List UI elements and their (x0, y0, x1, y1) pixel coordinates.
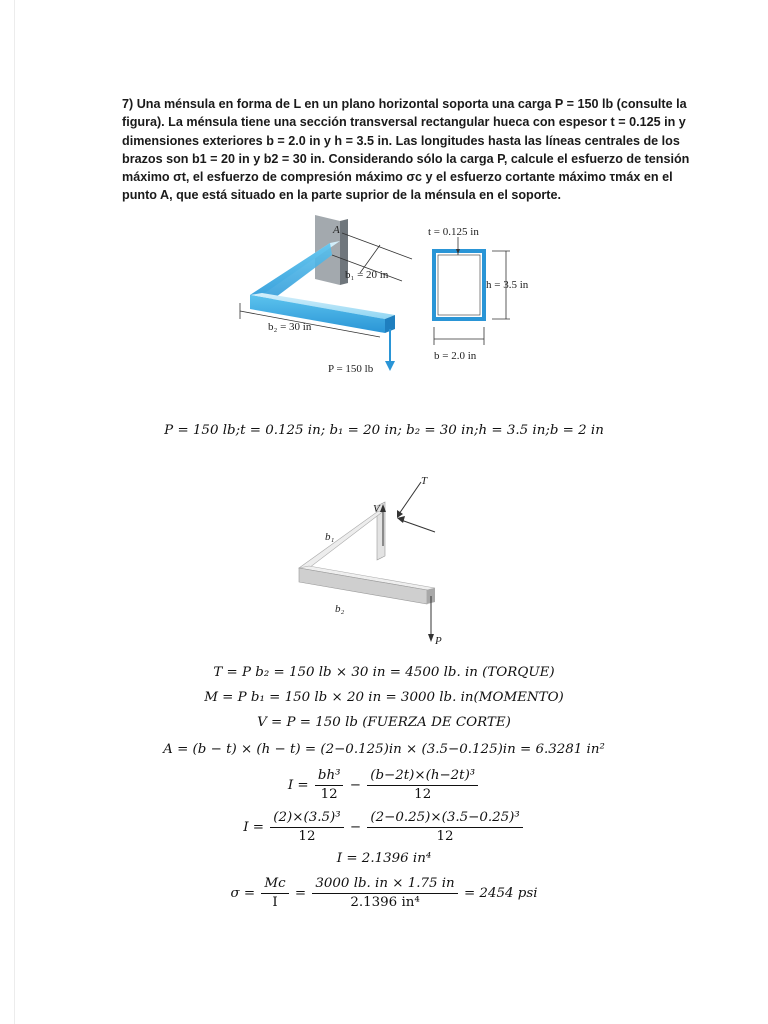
fraction-numerator: (2−0.25)×(3.5−0.25)³ (367, 810, 522, 828)
torque-equation: T = P b₂ = 150 lb × 30 in = 4500 lb. in (TORQUE) (213, 665, 555, 680)
fraction (367, 810, 522, 845)
label-fbd-V: V (373, 503, 380, 515)
fraction-denominator: 12 (436, 829, 454, 844)
fraction-numerator: (b−2t)×(h−2t)³ (367, 768, 478, 786)
inertia-sub-lhs: I = (243, 820, 265, 835)
free-body-figure (285, 472, 465, 652)
shear-equation: V = P = 150 lb (FUERZA DE CORTE) (257, 715, 511, 730)
problem-line: 7) Una ménsula en forma de L en un plano horizontal soporta una carga P = 150 lb (consulte la (122, 97, 687, 111)
problem-statement (122, 95, 690, 205)
problem-line: figura). La ménsula tiene una sección transversal rectangular hueca con espesor t = 0.125 in y (122, 115, 686, 130)
bracket-figure (220, 215, 540, 385)
fraction-numerator: bh³ (315, 768, 344, 786)
minus-sign: − (349, 778, 361, 793)
problem-line: máximo σt, el esfuerzo de compresión máximo σc y el esfuerzo cortante máximo τmáx en el (122, 170, 673, 185)
fraction-denominator: 12 (414, 787, 432, 802)
area-equation: A = (b − t) × (h − t) = (2−0.125)in × (3.5−0.125)in = 6.3281 in² (163, 742, 605, 757)
cross-section (434, 237, 510, 345)
fraction (367, 768, 478, 803)
problem-line: dimensiones exteriores b = 2.0 in y h = 3.5 in. Las longitudes hasta las líneas centrales de los (122, 133, 680, 148)
stress-lhs: σ = (230, 886, 256, 901)
minus-sign: − (349, 820, 362, 835)
fraction (312, 876, 457, 911)
inertia-formula-lhs: I = (287, 778, 309, 793)
fraction-denominator: 2.1396 in⁴ (350, 895, 420, 910)
inertia-formula (0, 768, 768, 803)
given-values: P = 150 lb;t = 0.125 in; b₁ = 20 in; b₂ = 30 in;h = 3.5 in;b = 2 in (164, 423, 604, 438)
load-arrow (385, 329, 395, 371)
label-fbd-b2: b₂ (335, 603, 345, 615)
fraction-denominator: 12 (320, 787, 338, 802)
label-b: b = 2.0 in (434, 350, 477, 362)
moment-equation: M = P b₁ = 150 lb × 20 in = 3000 lb. in(MOMENTO) (204, 690, 564, 705)
fraction (261, 876, 288, 911)
fraction-denominator: 12 (298, 829, 316, 844)
fraction-numerator: (2)×(3.5)³ (270, 810, 343, 828)
label-t: t = 0.125 in (428, 226, 479, 238)
label-b2: b₂ = 30 in (268, 321, 312, 333)
fraction-numerator: 3000 lb. in × 1.75 in (312, 876, 457, 894)
label-P: P = 150 lb (328, 363, 374, 375)
inertia-result: I = 2.1396 in⁴ (336, 851, 432, 866)
problem-line: brazos son b1 = 20 in y b2 = 30 in. Considerando sólo la carga P, calcule el esfuerzo de tensión (122, 151, 690, 166)
stress-result: = 2454 psi (463, 886, 538, 901)
fbd-arrows (380, 482, 435, 642)
fraction (270, 810, 343, 845)
label-A: A (333, 224, 340, 236)
label-fbd-P: P (435, 635, 442, 647)
stress-equation (0, 876, 768, 911)
label-fbd-T: T (421, 475, 428, 487)
label-b1: b₁ = 20 in (345, 269, 389, 281)
label-fbd-b1: b₁ (325, 531, 335, 543)
fbd-bracket (299, 502, 435, 604)
page-edge (14, 0, 15, 1024)
fraction-numerator: Mc (261, 876, 288, 894)
equals-sign: = (294, 886, 307, 901)
problem-line: punto A, que está situado en la parte suprior de la ménsula en el soporte. (122, 188, 562, 203)
fraction (315, 768, 344, 803)
fraction-denominator: I (272, 895, 278, 910)
inertia-substitution (0, 810, 768, 845)
label-h: h = 3.5 in (486, 279, 529, 291)
